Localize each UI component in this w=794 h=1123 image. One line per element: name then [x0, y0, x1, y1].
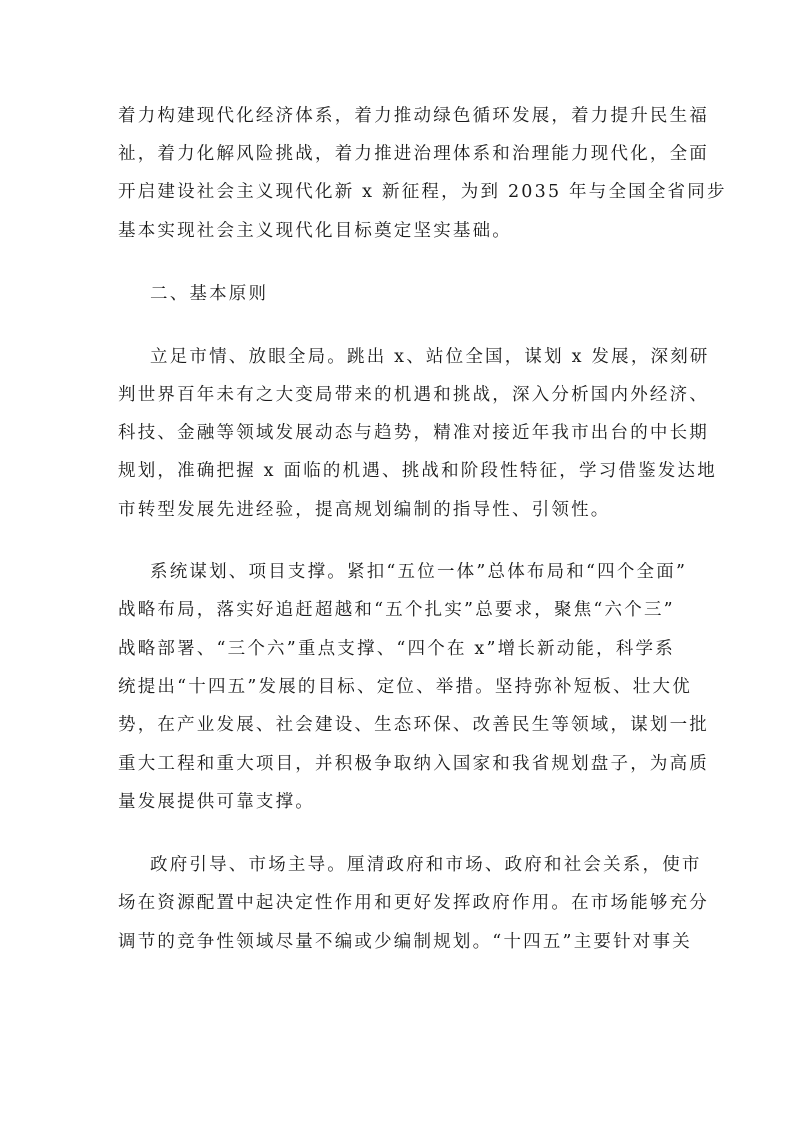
text-line: 战略部署、“三个六”重点支撑、“四个在 x”增长新动能，科学系 — [118, 639, 675, 659]
text-line: 政府引导、市场主导。厘清政府和市场、政府和社会关系，使市 — [150, 855, 702, 875]
text-line: 重大工程和重大项目，并积极争取纳入国家和我省规划盘子，为高质 — [118, 754, 709, 774]
text-line: 立足市情、放眼全局。跳出 x、站位全国，谋划 x 发展，深刻研 — [150, 347, 710, 367]
text-line: 科技、金融等领域发展动态与趋势，精准对接近年我市出台的中长期 — [118, 423, 709, 443]
text-line: 统提出“十四五”发展的目标、定位、举措。坚持弥补短板、壮大优 — [118, 677, 692, 697]
text-line: 市转型发展先进经验，提高规划编制的指导性、引领性。 — [118, 500, 611, 520]
text-line: 势，在产业发展、社会建设、生态环保、改善民生等领域，谋划一批 — [118, 715, 709, 735]
text-line: 量发展提供可靠支撑。 — [118, 792, 315, 812]
text-line: 祉，着力化解风险挑战，着力推进治理体系和治理能力现代化，全面 — [118, 144, 709, 164]
text-line: 战略布局，落实好追赶超越和“五个扎实”总要求，聚焦“六个三” — [118, 600, 675, 620]
text-line: 判世界百年未有之大变局带来的机遇和挑战，深入分析国内外经济、 — [118, 385, 709, 405]
text-line: 基本实现社会主义现代化目标奠定坚实基础。 — [118, 221, 512, 241]
text-line: 着力构建现代化经济体系，着力推动绿色循环发展，着力提升民生福 — [118, 106, 709, 126]
text-line: 调节的竞争性领域尽量不编或少编制规划。“十四五”主要针对事关 — [118, 932, 692, 952]
text-line: 规划，准确把握 x 面临的机遇、挑战和阶段性特征，学习借鉴发达地 — [118, 461, 717, 481]
text-line: 系统谋划、项目支撑。紧扣“五位一体”总体布局和“四个全面” — [150, 562, 688, 582]
section-heading: 二、基本原则 — [150, 284, 269, 304]
text-line: 场在资源配置中起决定性作用和更好发挥政府作用。在市场能够充分 — [118, 893, 709, 913]
text-line: 开启建设社会主义现代化新 x 新征程，为到 2035 年与全国全省同步 — [118, 182, 727, 202]
